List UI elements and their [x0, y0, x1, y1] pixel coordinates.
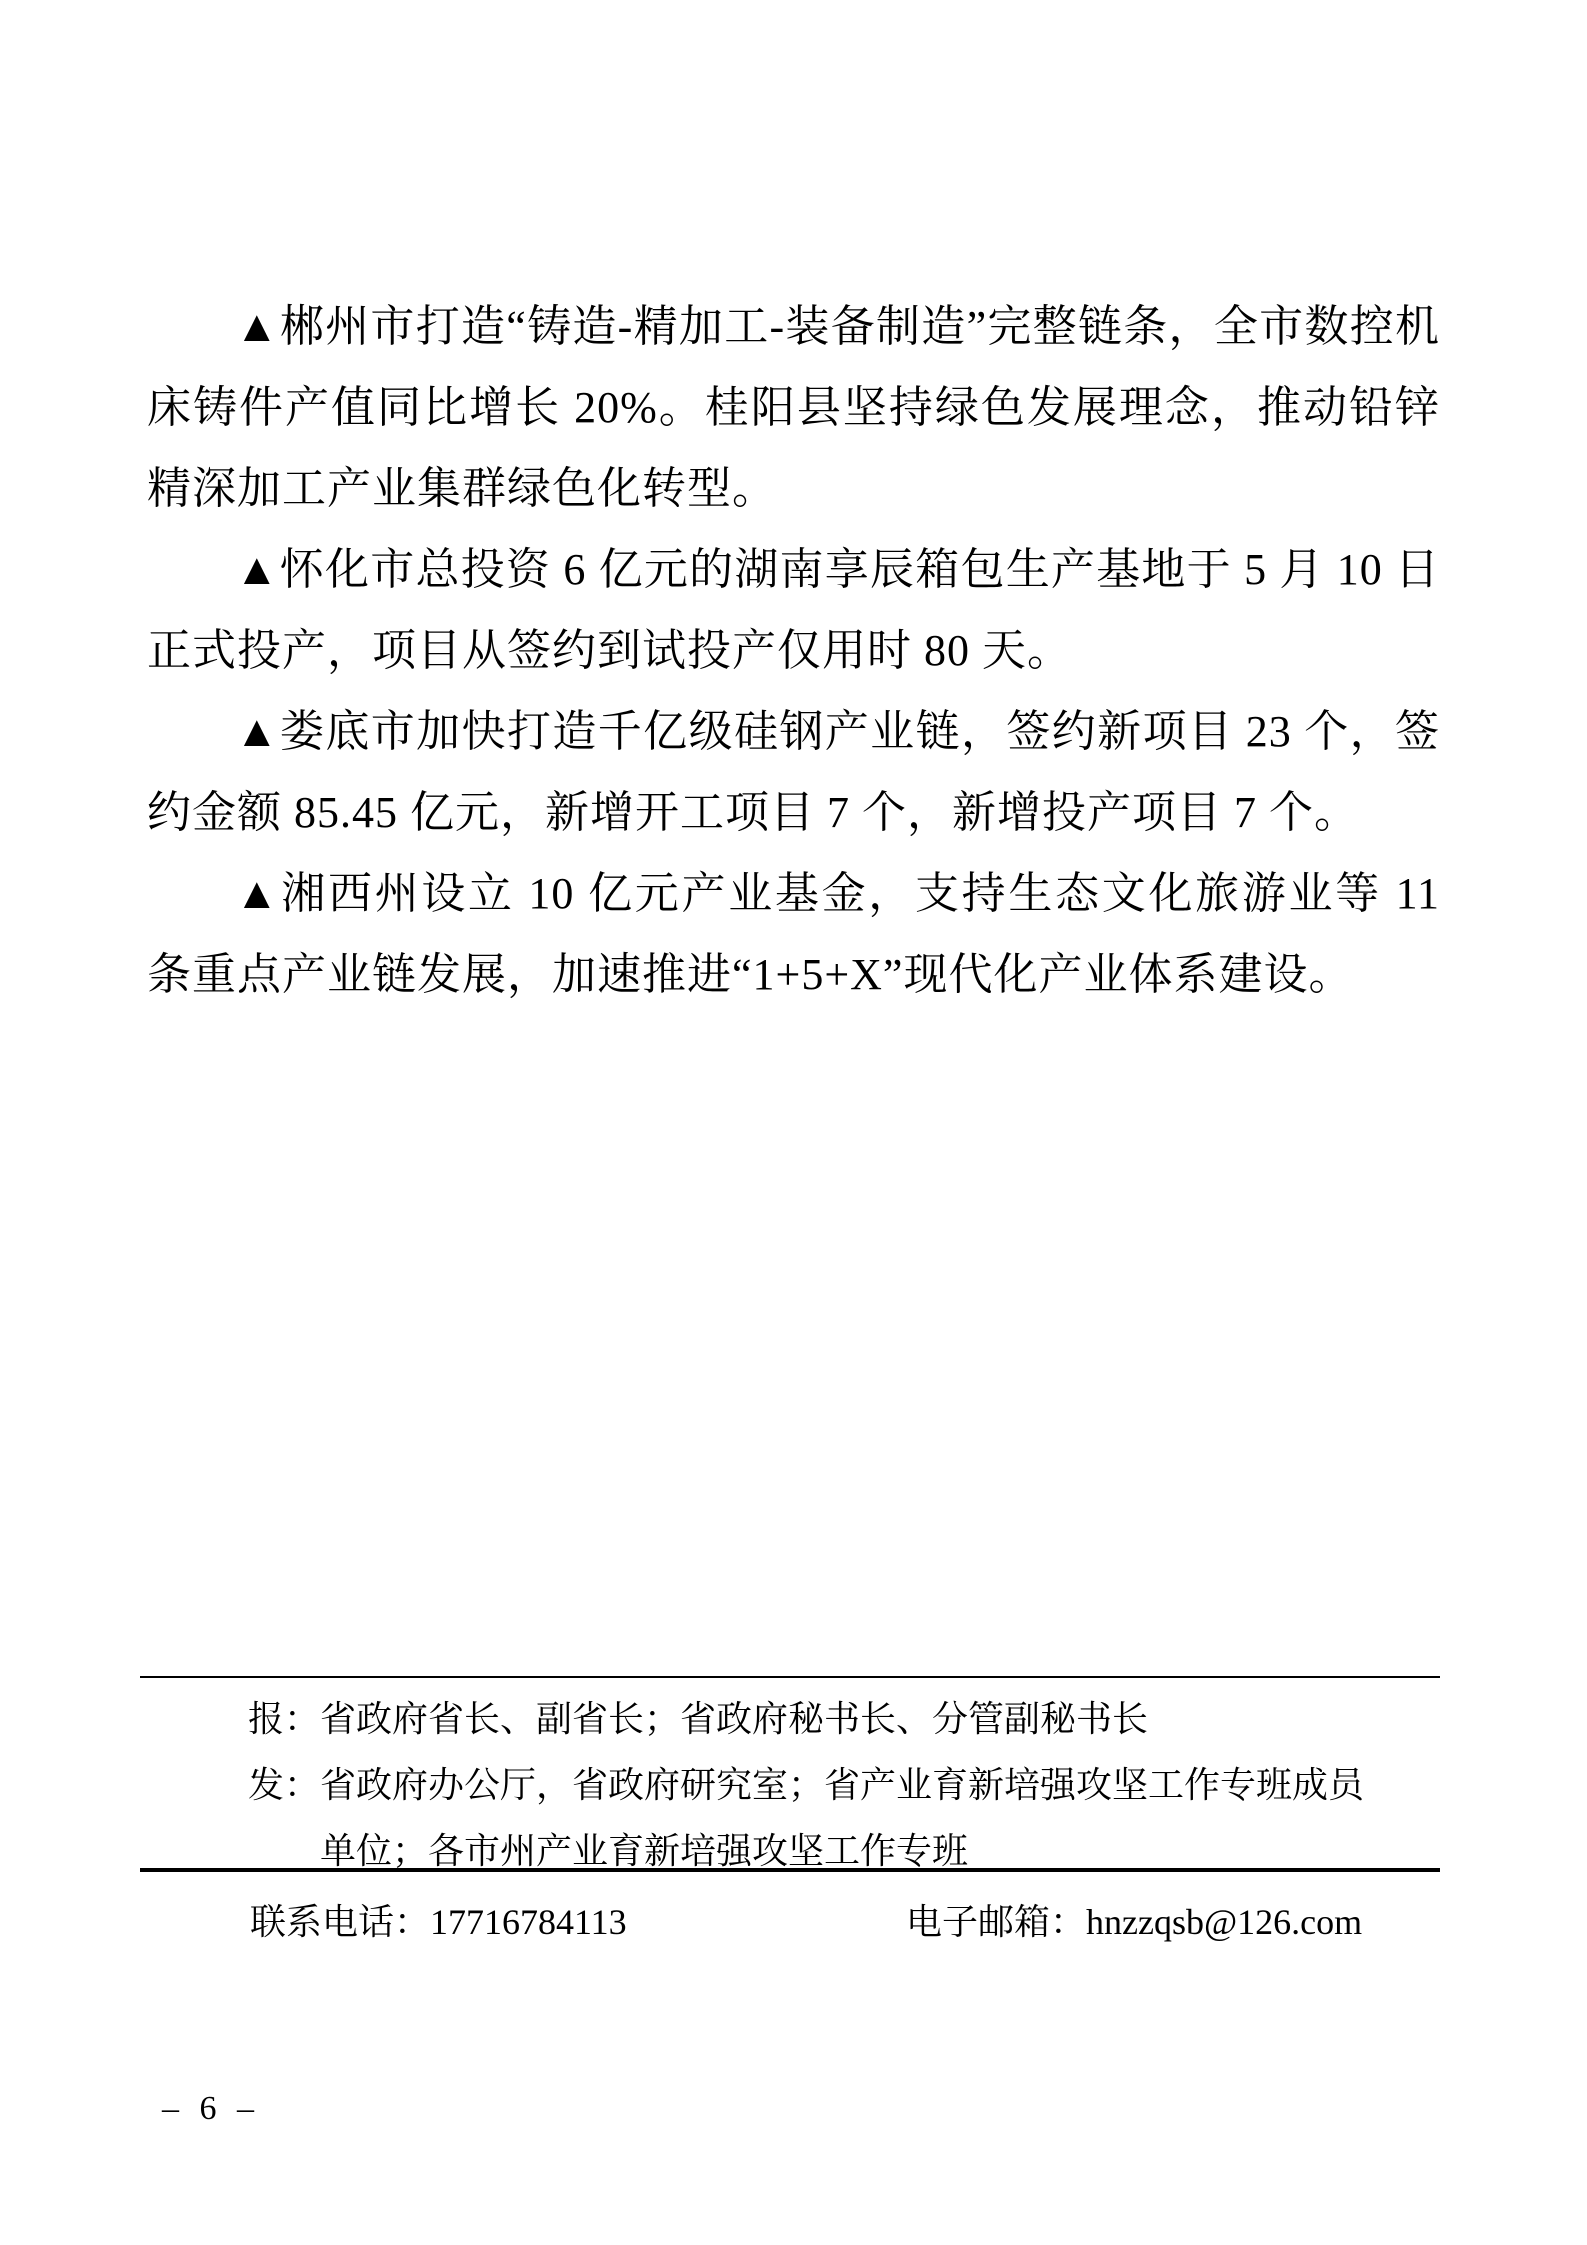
bullet-paragraph-loudi: ▲娄底市加快打造千亿级硅钢产业链，签约新项目 23 个，签约金额 85.45 亿元，新增开工项目 7 个，新增投产项目 7 个。 [147, 707, 1440, 837]
contact-row [140, 1894, 1440, 1942]
page-number: – 6 – [162, 2090, 260, 2127]
bullet-paragraph-chenzhou: ▲郴州市打造“铸造-精加工-装备制造”完整链条，全市数控机床铸件产值同比增长 20%。桂阳县坚持绿色发展理念，推动铅锌精深加工产业集群绿色化转型。 [147, 302, 1440, 513]
contact-email [906, 1894, 1362, 1945]
separator-thin-rule [140, 1676, 1440, 1678]
bullet-paragraph-huaihua: ▲怀化市总投资 6 亿元的湖南享辰箱包生产基地于 5 月 10 日正式投产，项目从签约到试投产仅用时 80 天。 [147, 545, 1440, 675]
distribution-footer [140, 1676, 1440, 1976]
phone-number: 17716784113 [430, 1902, 627, 1942]
distribute-to-line: 发：省政府办公厅，省政府研究室；省产业育新培强攻坚工作专班成员 [248, 1765, 1365, 1805]
report-to-line: 报：省政府省长、副省长；省政府秘书长、分管副秘书长 [248, 1699, 1149, 1739]
distribute-to-line-continuation: 单位；各市州产业育新培强攻坚工作专班 [320, 1831, 969, 1871]
body-text [147, 286, 1440, 1015]
contact-phone [250, 1894, 627, 1945]
separator-thick-rule [140, 1868, 1440, 1872]
bullet-paragraph-xiangxi: ▲湘西州设立 10 亿元产业基金，支持生态文化旅游业等 11 条重点产业链发展，加速推进“1+5+X”现代化产业体系建设。 [147, 869, 1440, 999]
phone-label: 联系电话： [250, 1902, 431, 1942]
email-address: hnzzqsb@126.com [1086, 1902, 1363, 1942]
email-label: 电子邮箱： [906, 1902, 1087, 1942]
